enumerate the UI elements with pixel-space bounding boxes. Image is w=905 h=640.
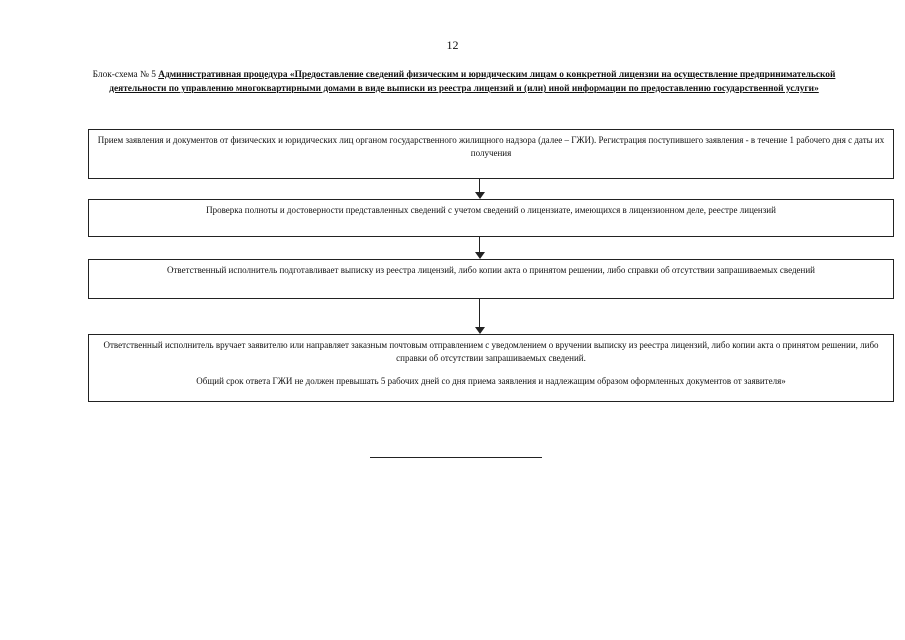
footer-divider <box>370 457 542 458</box>
diagram-title-heading: Административная процедура «Предоставление сведений физическим и юридическим лицам о конкретной лицензии на осуществление предпринимательской деятельности по управлению многоквартирными домами в виде выписки из реестра лицензий и (или) иной информации по предоставлению государственной услуги» <box>109 70 836 94</box>
flow-arrow-1 <box>475 179 485 199</box>
flow-arrow-3-shaft <box>479 299 480 328</box>
step-box-preparation <box>88 259 894 299</box>
step-box-delivery <box>88 334 894 402</box>
step-text-reception: Прием заявления и документов от физических и юридических лиц органом государственного жилищного надзора (далее – ГЖИ). Регистрация поступившего заявления - в течение 1 рабочего дня с даты их получения <box>97 135 885 158</box>
flow-arrow-2 <box>475 237 485 259</box>
flow-arrow-1-shaft <box>479 179 480 193</box>
step-box-reception <box>88 129 894 179</box>
flow-arrow-2-shaft <box>479 237 480 253</box>
arrow-down-icon <box>475 252 485 259</box>
diagram-title-prefix: Блок-схема № 5 <box>92 70 159 80</box>
arrow-down-icon <box>475 192 485 199</box>
arrow-down-icon <box>475 327 485 334</box>
page-number: 12 <box>446 38 459 52</box>
diagram-title <box>88 68 840 96</box>
flow-arrow-3 <box>475 299 485 334</box>
step-note-deadline: Общий срок ответа ГЖИ не должен превышать 5 рабочих дней со дня приема заявления и надлежащим образом оформленных документов от заявителя» <box>196 376 786 386</box>
step-box-verification <box>88 199 894 237</box>
step-text-preparation: Ответственный исполнитель подготавливает выписку из реестра лицензий, либо копии акта о принятом решении, либо справки об отсутствии запрашиваемых сведений <box>167 265 815 275</box>
step-text-verification: Проверка полноты и достоверности представленных сведений с учетом сведений о лицензиате, имеющихся в лицензионном деле, реестре лицензий <box>206 205 776 215</box>
step-text-delivery: Ответственный исполнитель вручает заявителю или направляет заказным почтовым отправлением с уведомлением о вручении выписку из реестра лицензий, либо копии акта о принятом решении, либо справки об отсутствии запрашиваемых сведений. <box>103 340 879 363</box>
